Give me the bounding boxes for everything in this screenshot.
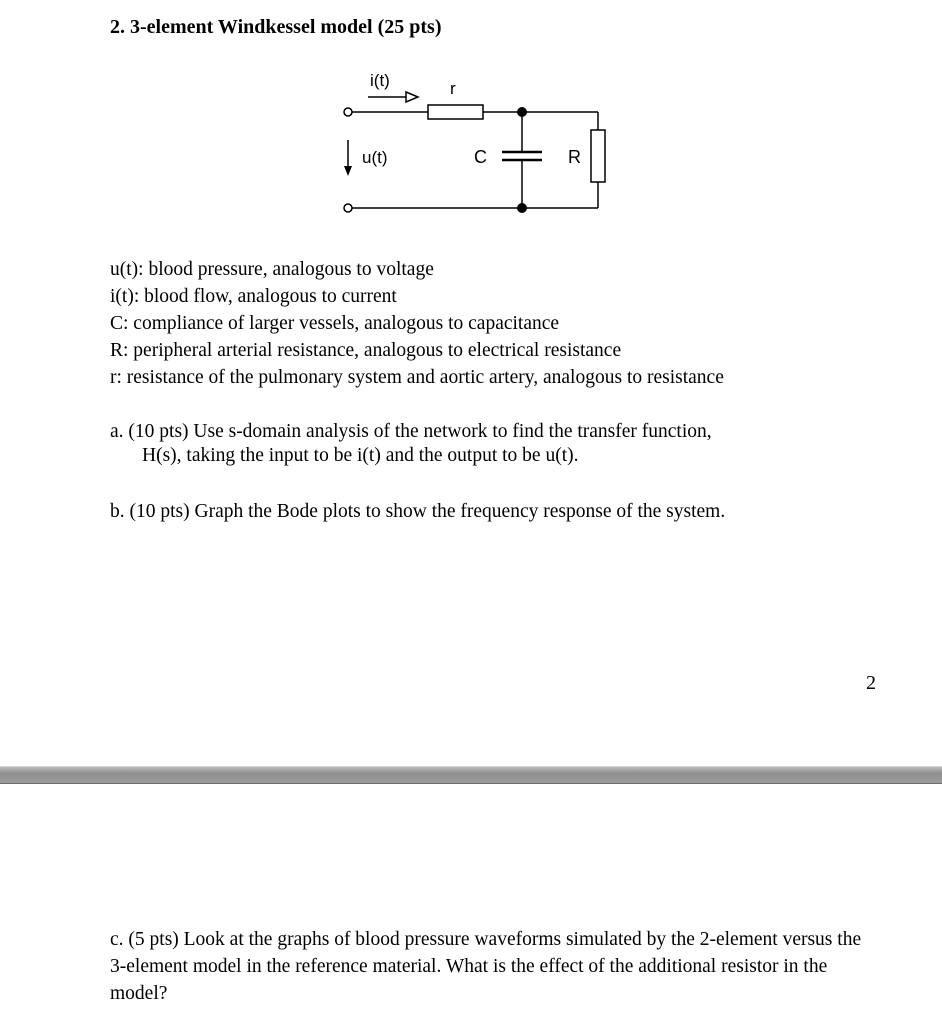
question-c: c. (5 pts) Look at the graphs of blood pressure waveforms simulated by the 2-element versus the 3-element model in the reference material. What is the effect of the additional resistor in the model? xyxy=(110,929,862,1004)
page-number: 2 xyxy=(866,672,876,694)
definition-r: r: resistance of the pulmonary system and aortic artery, analogous to resistance xyxy=(110,367,724,388)
junction-dot-top xyxy=(517,107,527,117)
page-divider xyxy=(0,766,942,784)
capacitor-label: C xyxy=(474,147,487,167)
question-b: b. (10 pts) Graph the Bode plots to show the frequency response of the system. xyxy=(110,501,726,522)
series-resistor-label: r xyxy=(450,79,456,98)
parallel-resistor-R xyxy=(591,130,605,182)
windkessel-circuit-diagram xyxy=(330,62,620,222)
voltage-arrow-icon xyxy=(344,166,352,176)
question-a-line1: a. (10 pts) Use s-domain analysis of the network to find the transfer function, xyxy=(110,421,712,442)
current-arrow-icon xyxy=(406,92,418,102)
bottom-terminal xyxy=(344,204,352,212)
problem-heading: 2. 3-element Windkessel model (25 pts) xyxy=(110,16,442,38)
series-resistor-r xyxy=(428,105,483,119)
voltage-label: u(t) xyxy=(362,148,388,167)
question-a-line2: H(s), taking the input to be i(t) and the output to be u(t). xyxy=(142,445,579,466)
definition-u: u(t): blood pressure, analogous to voltage xyxy=(110,259,434,280)
definition-C: C: compliance of larger vessels, analogous to capacitance xyxy=(110,313,560,334)
parallel-resistor-label: R xyxy=(568,147,581,167)
junction-dot-bottom xyxy=(517,203,527,213)
definition-i: i(t): blood flow, analogous to current xyxy=(110,286,397,307)
top-terminal xyxy=(344,108,352,116)
definition-R: R: peripheral arterial resistance, analogous to electrical resistance xyxy=(110,340,622,361)
current-label: i(t) xyxy=(370,71,390,90)
